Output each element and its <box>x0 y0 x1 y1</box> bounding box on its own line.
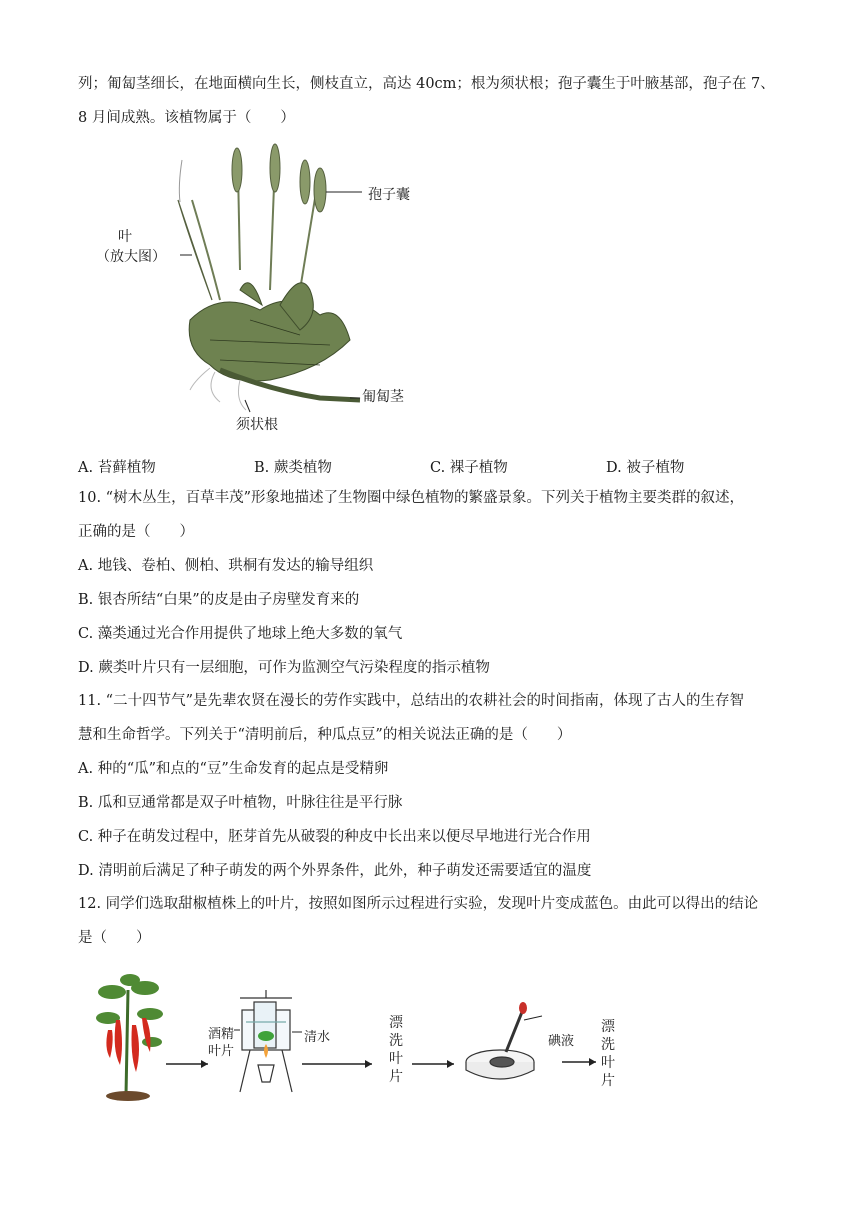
label-fibrous-root: 须状根 <box>236 417 278 433</box>
q11-stem-line-1: 11. “二十四节气”是先辈农贤在漫长的劳作实践中，总结出的农耕社会的时间指南，体现了古人的生存智 <box>78 693 744 709</box>
label-leaf-enlarged: （放大图） <box>96 249 166 265</box>
q9-option-b[interactable]: B. 蕨类植物 <box>254 460 332 476</box>
q11-option-a[interactable]: A. 种的“瓜”和点的“豆”生命发育的起点是受精卵 <box>78 761 389 777</box>
q11-stem-line-2: 慧和生命哲学。下列关于“清明前后，种瓜点豆”的相关说法正确的是（ ） <box>78 727 572 743</box>
q10-option-a[interactable]: A. 地钱、卷柏、侧柏、珙桐有发达的输导组织 <box>78 558 374 574</box>
q10-stem-line-1: 10. “树木丛生，百草丰茂”形象地描述了生物圈中绿色植物的繁盛景象。下列关于植物主要类群的叙述， <box>78 490 744 506</box>
pepper-plant-icon <box>96 974 163 1101</box>
q11-option-b[interactable]: B. 瓜和豆通常都是双子叶植物，叶脉往往是平行脉 <box>78 795 403 811</box>
q10-option-b[interactable]: B. 银杏所结“白果”的皮是由子房壁发育来的 <box>78 592 360 608</box>
q12-stem-line-2: 是（ ） <box>78 930 151 946</box>
q10-option-d[interactable]: D. 蕨类叶片只有一层细胞，可作为监测空气污染程度的指示植物 <box>78 660 490 676</box>
q9-option-a[interactable]: A. 苔藓植物 <box>78 460 156 476</box>
label-stolon: 匍匐茎 <box>362 389 404 405</box>
label-rinse-leaf-2: 漂洗叶片 <box>601 1019 615 1089</box>
q11-option-c[interactable]: C. 种子在萌发过程中，胚芽首先从破裂的种皮中长出来以便尽早地进行光合作用 <box>78 829 591 845</box>
q10-stem-line-2: 正确的是（ ） <box>78 524 194 540</box>
label-iodine: 碘液 <box>548 1034 575 1049</box>
label-water: 清水 <box>304 1030 331 1045</box>
q9-stem-line-1: 列；匍匐茎细长，在地面横向生长，侧枝直立，高达 40cm；根为须状根；孢子囊生于叶腋基部，孢子在 7、 <box>78 76 775 92</box>
q11-option-d[interactable]: D. 清明前后满足了种子萌发的两个外界条件，此外，种子萌发还需要适宜的温度 <box>78 863 592 879</box>
q9-option-d[interactable]: D. 被子植物 <box>606 460 685 476</box>
q10-option-c[interactable]: C. 藻类通过光合作用提供了地球上绝大多数的氧气 <box>78 626 403 642</box>
q9-stem-line-2: 8 月间成熟。该植物属于（ ） <box>78 110 295 126</box>
q9-option-c[interactable]: C. 裸子植物 <box>430 460 508 476</box>
label-leaf-in-beaker: 叶片 <box>208 1044 235 1059</box>
q12-stem-line-1: 12. 同学们选取甜椒植株上的叶片，按照如图所示过程进行实验，发现叶片变成蓝色。由此可以得出的结论 <box>78 896 759 912</box>
label-rinse-leaf-1: 漂洗叶片 <box>389 1015 403 1085</box>
label-sporangium: 孢子囊 <box>368 187 410 203</box>
label-leaf: 叶 <box>118 229 132 245</box>
label-alcohol: 酒精 <box>208 1027 235 1042</box>
